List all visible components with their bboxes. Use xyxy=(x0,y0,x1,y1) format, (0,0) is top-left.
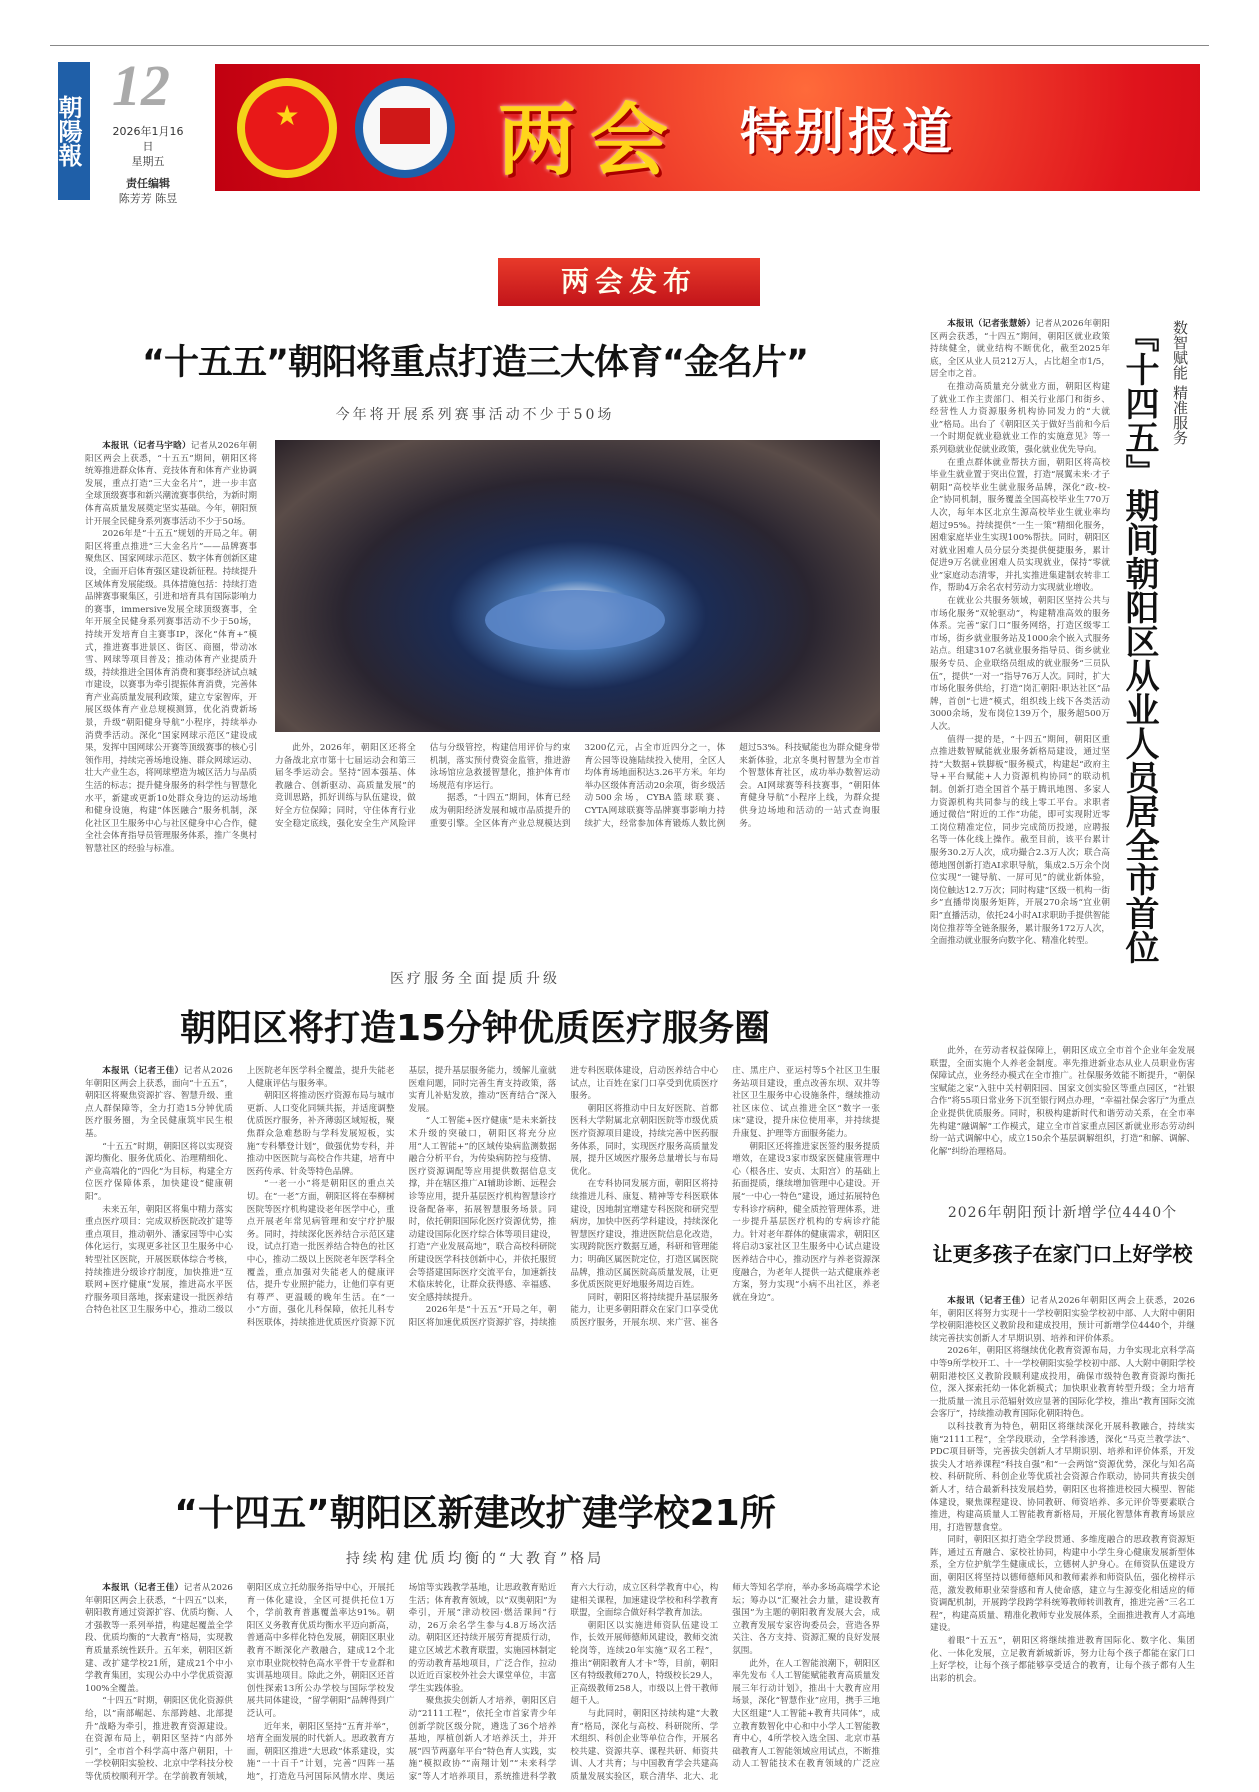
page-number: 12 xyxy=(112,53,170,118)
paragraph: “十五五”时期，朝阳区将以实现资源均衡化、服务优质化、治理精细化、产业高端化的“四化”为目标，构建全方位医疗保障体系，加快建设“健康朝阳”。 xyxy=(85,1141,233,1202)
paragraph: 未来五年，朝阳区将集中精力落实重点医疗项目：完成双桥医院改扩建等重点项目，推动朝外、潘家园等中心实体化运行，实现更多社区卫生服务中心转型社区医院，开展医联体综合考核，持续推进分级诊疗制度，加快推进“互联网+医疗健康”发展，推进高水平医疗服务项目落地，探索建设一批医养结合特色社区卫生服务中心，推动二级以上医院老年医学科全覆盖，提升失能老人健康评估与服务率。 xyxy=(85,1066,395,1316)
article1-bottom-columns xyxy=(275,742,880,957)
byline: 本报讯（记者王佳） xyxy=(102,1583,184,1593)
date: 2026年1月16日 xyxy=(112,125,184,153)
paragraph: 近年来，朝阳区坚持“五育并举”，培育全面发展的时代新人。思政教育方面，朝阳区推进“大思政”体系建设，实施“一十百千”计划，完善“四阵一基地”，打造危马河国际风情水岸、奥运场馆等实践教学基地，让思政教育贴近生活；体育教育领域，以“双奥朝阳”为牵引，开展“津动校园·燃活课间”行动，26万余名学生参与4.8万场次活动。朝阳区还持续开展劳育提质行动，建立区域艺术教育联盟，实施园林制定的劳动教育基地项目，广泛合作，拉动以近近百家校外社会大课堂单位，丰富学生实践体验。 xyxy=(246,1583,557,1782)
stadium-photo xyxy=(275,440,880,732)
paragraph: 在就业公共服务领域，朝阳区坚持公共与市场化服务“双轮驱动”，构建精准高效的服务体系。完善“家门口”服务网络，打造区级零工市场，街乡就业服务站及1000余个嵌入式服务站点。组建3107名就业服务指导员、街乡就业服务专员、企业联络员组成的就业服务“三员队伍”，提供“一对一”指导76万人次。同时，扩大市场化服务供给，打造“岗汇朝阳·职达社区”品牌，首创“七进”模式，组织线上线下各类活动3000余场，发布岗位139万个，服务超500万人次。 xyxy=(930,596,1110,732)
paragraph: 记者从2026年朝阳区两会获悉，“十四五”期间，朝阳区就业政策持续健全，就业结构不断优化，截至2025年底，全区从业人员212万人，占比超全市1/5，居全市之首。 xyxy=(930,319,1110,380)
issue-date xyxy=(108,124,188,169)
article3-headline: 朝阳区将打造15分钟优质医疗服务圈 xyxy=(179,1008,771,1049)
paragraph: 朝阳区还将推进家医签约服务提质增效，在建设3家市级家医健康管理中心（根各庄、安贞、太阳宫）的基础上拓面提质，继续增加管理中心建设。开展“一中心一特色”建设，通过拓展特色专科诊疗病种，健全质控管理体系，进一步提升基层医疗机构的专病诊疗能力。针对老年群体的健康需求，朝阳区将启动3家社区卫生服务中心试点建设医养结合中心，推动医疗与养老资源深度融合，为老年人提供一站式健康养老方案，努力实现“小病不出社区，养老就在身边”。 xyxy=(732,1141,880,1303)
byline: 本报讯（记者张慧娇） xyxy=(947,319,1036,329)
paragraph: 同时，朝阳区拟打造全学段贯通、多维度融合的思政教育资源矩阵，通过五育融合、家校社协同，构建中小学生身心健康发展新型体系，全方位护航学生健康成长，立德树人护身心。在师资队伍建设方面，朝阳区将坚持以德师德师风和教师素养和师资队伍，强化榜样示范，激发教师职业荣誉感和育人使命感，建立与生源变化相适应的师资调配机制，开展跨学段跨学科统筹教师转训教育，推进完善“三名工程”，构建高质量、精准化教师专业发展体系，全面推进教育人才高地建设。 xyxy=(930,1535,1195,1634)
paragraph: 在专科协同发展方面，朝阳区将持续推进儿科、康复、精神等专科医联体建设，因地制宜增建专科医院和研究型病房，加快中医药学科建设，持续深化智慧医疗建设，推进医院信息化改造，实现跨院医疗数据互通，科研和管理能力；明确区属医院定位，打造区属医院品牌，推动区属医院高质量发展，让更多优质医院更好地服务周边百姓。 xyxy=(570,1179,719,1291)
byline: 本报讯（记者马宇晗） xyxy=(102,441,191,451)
paragraph: 2026年是“十五五”开局之年，朝阳区将加速优质医疗资源扩容，持续推进专科医联体建设，启动医养结合中心试点，让百姓在家门口享受到优质医疗服务。 xyxy=(408,1066,719,1328)
paragraph: 同时，朝阳区将持续提升基层服务能力，让更多朝阳群众在家门口享受优质医疗服务，开展东坝、来广营、崔各庄、黑庄户、亚运村等5个社区卫生服务站项目建设，重点改善东坝、双井等社区卫生服务中心设施条件，继续推动社区床位、试点推进全区“数字一张床”建设，提升床位使用率，并持续提升康复、护理等方面服务能力。 xyxy=(570,1066,880,1328)
article4-headline: “十四五”朝阳区新建改扩建学校21所 xyxy=(174,1493,776,1534)
article3-kicker: 医疗服务全面提质升级 xyxy=(390,971,560,987)
byline: 本报讯（记者王佳） xyxy=(102,1066,184,1076)
special-report-banner xyxy=(215,64,1200,191)
paragraph: 朝阳区将推动中日友好医院、首都医科大学附属北京朝阳医院等市级优质医疗资源项目建设，持续完善中医药服务体系，同时，实现医疗服务高质量发展，提升区域医疗服务总量增长与布局优化。 xyxy=(570,1103,719,1177)
byline: 本报讯（记者王佳） xyxy=(947,1296,1031,1306)
article2-bottom xyxy=(930,1045,1195,1185)
paragraph: 与此同时，朝阳区持续构建“大教育”格局，深化与高校、科研院所、学术组织、科创企业等单位合作，开展名校共建、资源共享、课程共研、师资共训、人才共育；与中国教育学会共建高质量发展实验区，联合清华、北大、北师大等知名学府，举办多场高端学术论坛；筹办以“汇聚社会力量，建设教育强国”为主题的朝阳教育发展大会，成立教育发展专家咨询委员会，营造各界关注、各方支持、资源汇聚的良好发展氛围。 xyxy=(570,1583,880,1782)
cppcc-emblem-icon xyxy=(355,78,455,178)
weekday: 星期五 xyxy=(131,155,165,168)
paragraph: 聚焦拔尖创新人才培养，朝阳区启动“2111工程”，依托全市首家青少年创新学院区级分院，遴选了36个培养基地，厚植创新人才培养沃土，并开展“四节两嘉年平台”特色育人实践，实施“模拟政协”“南翔计划”“未来科学家”等人才培养项目，系统推进科学教育六大行动，成立区科学教育中心，构建相关课程，加速建设学校和科学教育联盟，全面综合做好科学教育加法。 xyxy=(408,1583,719,1782)
paragraph: 记者从2026年朝阳区两会上获悉，“十四五”以来，朝阳教育通过资源扩容、优质均衡、人才强教等一系列举措，构建起覆盖全学段、优质均衡的“大教育”格局，实现教育质量系统性跃升。五年来，朝阳区新建、改扩建学校21所，建成21个中小学教育集团，实现公办中小学优质资源100%全覆盖。 xyxy=(85,1583,233,1694)
article1-headline: “十五五”朝阳将重点打造三大体育“金名片” xyxy=(141,343,808,383)
paragraph: “人工智能+医疗健康”是未来新技术升级的突破口，朝阳区将充分应用“人工智能+”的区域传染病监测数据融合分析平台，为传染病防控与疫情、医疗资源调配等应用提供数据信息支撑，并在辖区推广AI辅助诊断、远程会诊等应用，提升基层医疗机构智慧诊疗设备配备率，拓展智慧服务场景。同时，依托朝阳国际化医疗资源优势，推动建设国际化医疗综合体等项目建设，打造“产业发展高地”，联合高校科研院所建设医学科技创新中心，并依托服贸会等搭建国际医疗交流平台，加速新技术临床转化，让群众获得感、幸福感、安全感持续提升。 xyxy=(408,1116,557,1303)
article4-subtitle: 持续构建优质均衡的“大教育”格局 xyxy=(345,1551,605,1567)
paragraph: 此外，在人工智能浪潮下，朝阳区率先发布《人工智能赋能教育高质量发展三年行动计划》，推出十大教育应用场景，深化“智慧作业”应用，携手三地大区组建“人工智能+教育共同体”，成立教育数智化中心和中小学人工智能教育中心，4所学校入选全国、北京市基础教育人工智能领域应用试点，不断推动人工智能技术在教育领域的广泛应 xyxy=(732,1658,880,1770)
paragraph: 以科技教育为特色，朝阳区将继续深化开展科教融合，持续实施“2111工程”，全学段联动，全学科渗透，深化“马克兰教学法”、PDC项目研等，完善拔尖创新人才早期识别、培养和评价体系，开发拔尖人才培养课程“科技自强”和“一会两馆”资源优势，深化与知名高校、科研院所、科创企业等优质社会资源合作联动，协同共育拔尖创新人才，结合最新科技发展趋势，朝阳区也将推进校园大模型、智能体建设，聚焦课程建设、协同教研、师资培养、多元评价等要素联合推进，构建高质量人工智能教育新格局，开展化智慧体育教育场景应用，打造智慧食堂。 xyxy=(930,1421,1195,1533)
banner-title-main: 两会 xyxy=(498,96,683,186)
article1-subtitle: 今年将开展系列赛事活动不少于50场 xyxy=(335,407,615,423)
editor-names: 陈芳芳 陈昱 xyxy=(118,192,178,205)
paragraph: 此外，在劳动者权益保障上，朝阳区成立全市首个企业年金发展联盟，全面实施个人养老金制度。率先推进新业态从业人员职业伤害保障试点，业务经办模式在全市推广。社保服务效能不断提升，“朝保宝赋能之家”入驻中关村朝阳园、国家文创实验区等重点园区，“社银合作”将55项日常业务下沉至银行网点办理，“幸福社保会客厅”为重点企业提供优质服务。同时，积极构建新时代和谐劳动关系，在全市率先构建“融调解”工作模式，建立全市首家重点园区新就业形态劳动纠纷一站式调解中心，成立150余个基层调解组织，打造“和解、调解、化解”纠纷治理格局。 xyxy=(930,1046,1195,1157)
tennis-court xyxy=(485,590,665,650)
section-tag: 两会发布 xyxy=(498,258,760,306)
paragraph: 记者从2026年朝阳区两会上获悉，面向“十五五”，朝阳区将聚焦资源扩容、智慧升级、重点人群保障等，全力打造15分钟优质医疗服务圈，为全民健康筑牢民生根基。 xyxy=(85,1066,233,1139)
banner-title-sub: 特别报道 xyxy=(740,102,956,161)
paragraph: “一老一小”将是朝阳区的重点关切。在“一老”方面，朝阳区将在奉柳树医院等医疗机构建设老年医学中心，重点开展老年常见病管理和安宁疗护服务。同时，持续深化医养结合示范区建设，试点打造一批医养结合特色的社区中心，推动二级以上医院老年医学科全覆盖，重点加强对失能老人的健康评估，提升专业照护能力，让他们享有更有尊严、更温暖的晚年生活。在“一小”方面，强化儿科保障，依托儿科专科医联体，持续推进优质医疗资源下沉基层，提升基层服务能力，缓解儿童就医难问题，同时完善生育支持政策，落实育儿补贴发放，推动“医育结合”深入发展。 xyxy=(246,1066,557,1328)
paragraph: 朝阳区将推动医疗资源布局与城市更新、人口变化同频共振，并适度调整优质医疗服务，补齐薄弱区域短板，聚焦群众急难愁盼与学科发展短板，实施“专科攀登计划”，做强优势专科，并推动中医医院与高校合作共建，培育中医药传承、针灸等特色品牌。 xyxy=(246,1091,395,1177)
national-emblem-icon: ★ xyxy=(237,78,337,178)
paragraph: 记者从2026年朝阳区两会上获悉，2026年，朝阳区将努力实现十一学校朝阳实验学校初中部、人大附中朝阳学校朝阳港校区义教阶段和建成投用，预计可新增学位4440个，并继续完善扶实创新人才早期识别、培养和评价体系。 xyxy=(930,1296,1195,1344)
paragraph: 据悉，“十四五”期间，体育已经成为朝阳经济发展和城市品质提升的重要引擎。全区体育产业总规模达到3200亿元，占全市近四分之一，体育公园等设施陆续投入使用，全区人均体育场地面积达3.26平方米。年均举办区级体育活动20余项，街乡级活动500余场，CYBA篮球联赛、CYTA网球联赛等品牌赛事影响力持续扩大，经常参加体育锻炼人数比例超过53%。科技赋能也为群众健身带来新体验，北京冬奥村智慧为全市首个智慧体育社区，成功举办数智运动会。AI网球赛等科技赛事，“朝阳体育健身导航”小程序上线，为群众提供身边场地和活动的一站式查询服务。 xyxy=(429,743,880,829)
paragraph: 在推动高质量充分就业方面，朝阳区构建了就业工作主责部门、相关行业部门和街乡、经营性人力资源服务机构协同发力的“大就业”格局。出台了《朝阳区关于做好当前和今后一个时期促就业稳就业工作的实施意见》等一系列稳就业促就业政策，强化就业优先导向。 xyxy=(930,381,1110,455)
editors xyxy=(108,176,188,206)
article3-columns xyxy=(85,1065,880,1405)
article2-vertical-headline: 『十四五』期间朝阳区从业人员居全市首位 xyxy=(1119,318,1159,964)
paragraph: 记者从2026年朝阳区两会上获悉，“十五五”期间，朝阳区将统筹推进群众体育、竞技体育和体育产业协调发展，重点打造“三大金名片”，进一步丰富全球顶级赛事和新兴潮流赛事供给，为新时期体育高质量发展奠定坚实基础。今年，朝阳预计开展全民健身系列赛事活动不少于50场。 xyxy=(85,441,257,527)
article5-column xyxy=(930,1295,1195,1787)
article5-headline: 让更多孩子在家门口上好学校 xyxy=(932,1242,1193,1266)
article1-left-column xyxy=(85,440,257,955)
paragraph: 朝阳区以实施进师资队伍建设工作，长效开展师德师风建设，教师交流轮岗等，连续20年实施“双名工程”，推出“朝阳教育人才卡”等，目前，朝阳区有特级教师270人，特级校长29人，正高级教师258人，市级以上骨干教师超千人。 xyxy=(570,1620,719,1707)
editor-label: 责任编辑 xyxy=(126,177,170,190)
paragraph: 2026年，朝阳区将继续优化教育资源布局，力争实现北京科学高中等9所学校开工、十一学校朝阳实验学校初中部、人大附中朝阳学校朝阳港校区义教阶段顺利建成投用，确保市级特色教育资源均衡托位，深入探索托幼一体化新模式；加快职业教育转型升级；全力培育一批质量一流且示范辐射效应显著的国际化学校，推出“教育国际交流会客厅”，持续推动教育国际化朝阳特色。 xyxy=(930,1346,1195,1420)
paragraph: 着眼“十五五”，朝阳区将继续推进教育国际化、数字化、集团化、一体化发展，立足教育新城新诉，努力让每个孩子都能在家门口上好学校，让每个孩子都能够享受适合的教育，让每个孩子都有人生出彩的机会。 xyxy=(930,1636,1195,1684)
paragraph: 值得一提的是，“十四五”期间，朝阳区重点推进数智赋能就业服务新格局建设，通过坚持“大数据+铁脚板”服务模式，构建起“政府主导+平台赋能+人力资源机构协同”的联动机制。创新打造全国首个基于腾讯地图、多家人力资源机构共同参与的线上零工平台。求职者通过微信“附近的工作”功能，即可实现附近零工岗位精准定位，同步完成简历投递，应聘报名等一体化线上操作。截至目前，该平台累计服务30.2万人次，成功撮合2.3万人次；联合高德地图创新打造AI求职导航，集成2.5万余个岗位实现“一键导航、一屏可见”的就业新体验，岗位触达12.7万次；同时构建“区级一机构一街乡”直播带岗服务矩阵，开展270余场“宜业朝阳”直播活动，依托24小时AI求职助手提供智能岗位推荐等全链条服务，累计服务172万人次，全面推动就业服务向数字化、精准化转型。 xyxy=(930,734,1110,947)
masthead-logo: 朝陽報 xyxy=(58,62,90,200)
paragraph: 在重点群体就业帮扶方面，朝阳区将高校毕业生就业置于突出位置，打造“展翼未来·才子朝阳”高校毕业生就业服务品牌，深化“政-校-企”协同机制，服务覆盖全国高校毕业生770万人次，每年本区北京生源高校毕业生就业率均超过95%。持续提供“一生一策”精细化服务，困难家庭毕业生实现100%帮扶。同时，朝阳区对就业困难人员分层分类提供便捷服务，累计促进9万名就业困难人员实现就业，保持“零就业”家庭动态清零，并扎实推进集建制农转非工作，帮助4万余名农村劳动力实现就业增收。 xyxy=(930,457,1110,594)
article4-columns xyxy=(85,1582,880,1787)
paragraph: 2026年是“十五五”规划的开局之年。朝阳区将重点推进“三大金名片”——品牌赛事聚焦区、国家网球示范区、数字体育创新区建设，全面开启体育强区建设新征程。持续提升区域体育发展能级。具体措施包括：持续打造品牌赛事聚集区，引进和培育具有国际影响力的赛事，immersive发展全球顶级赛事，全年开展全民健身系列赛事活动不少于50场，持续开发培育自主赛事IP，深化“体育+”模式，推进赛事进景区、街区、商圈，带动冰雪、网球等项目普及；推动体育产业提质升级，持续推进全国体育消费和赛事经济试点城市建设，以赛事为牵引提振体育消费，完善体育产业高质量发展利政策，建立专家智库，开展区级体育产业总规模测算，优化消费新场景，升级“朝阳健身导航”小程序，持续举办消费季活动。深化“国家网球示范区”建设成果，发挥中国网球公开赛等顶级赛事的核心引领作用，持续完善场地设施、群众网球运动、壮大产业生态，将网球塑造为城区活力与品质生活的标志；提升健身服务的科学性与智慧化水平，新建或更新10处群众身边的运动场地和健身设施，构建“体医融合”服务机制，深化社区卫生服务中心与社区健身中心合作，健全社会体育指导员管理服务体系，推广冬奥村智慧社区的经验与标准。 xyxy=(85,529,257,854)
article2-column xyxy=(930,318,1110,1008)
article2-kicker: 数智赋能 精准服务 xyxy=(1171,320,1189,445)
paragraph: 此外，2026年，朝阳区还将全力备战北京市第十七届运动会和第三届冬季运动会。坚持“固本强基、体教融合、创新驱动、高质量发展”的竞训思路，抓好训练与队伍建设，做好全方位保障；同时，守住体育行业安全稳定底线，强化安全生产风险评估与分级管控，构建信用评价与约束机制，落实预付费资金监管，推进游泳场馆应急救援智慧化，推护体育市场规范有序运行。 xyxy=(275,743,571,829)
top-rule xyxy=(50,45,1209,46)
article5-kicker: 2026年朝阳预计新增学位4440个 xyxy=(947,1205,1178,1221)
paragraph: “十四五”时期，朝阳区优化资源供给，以“南部崛起、东部跨越、北部提升”战略为牵引，推进教育资源建设。在资源布局上，朝阳区坚持“内部外引”，全市首个科学高中落户朝阳，十一学校朝阳实验校、北京中学科技分校等优质校顺利开学。在学前教育领域，朝阳区成立托幼服务指导中心，开展托育一体化建设，全区可提供托位1万个，学前教育普惠覆盖率达91%。朝阳区义务教育优质均衡水平迈向新高，普通高中多样化特色发展，朝阳区职业教育不断深化产教融合，建成12个北京市职业院校特色高水平骨干专业群和实训基地项目。除此之外，朝阳区还首创性探索13所公办学校与国际学校发展共同体建设，“留学朝阳”品牌得到广泛认可。 xyxy=(85,1583,395,1782)
